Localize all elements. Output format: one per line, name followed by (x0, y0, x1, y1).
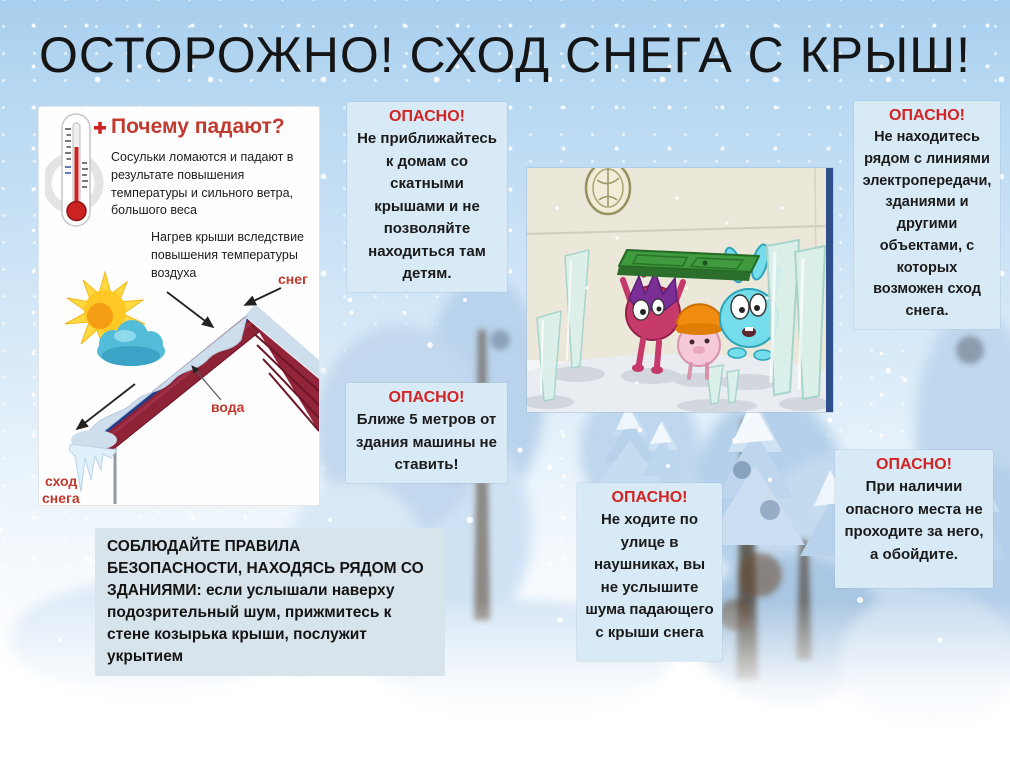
wall-emblem (586, 168, 630, 214)
rules-rest: если услышали наверху подозрительный шум, прижмитесь к стене козырька крыши, послужит укрытием (107, 582, 395, 665)
label-water: вода (211, 399, 245, 415)
rules-lead: СОБЛЮДАЙТЕ ПРАВИЛА БЕЗОПАСНОСТИ, НАХОДЯСЬ РЯДОМ СО ЗДАНИЯМИ: (107, 538, 424, 599)
thermometer-icon (45, 111, 115, 233)
danger-text: Ближе 5 метров от здания машины не ставить! (356, 411, 497, 473)
danger-heading: ОПАСНО! (889, 107, 965, 124)
danger-box-4 (854, 101, 1000, 329)
label-slide-line2: снега (42, 490, 80, 505)
why-paragraph-1: Сосульки ломаются и падают в результате повышения температуры и сильного ветра, большого веса (111, 150, 294, 218)
danger-box-5 (835, 450, 993, 588)
danger-box-2 (346, 383, 507, 483)
danger-text: Не приближайтесь к домам со скатными крышами и не позволяйте находиться там детям. (357, 130, 497, 282)
danger-text: Не находитесь рядом с линиями электропередачи, зданиями и другими объектами, с которых возможен сход снега. (862, 129, 992, 319)
cartoon-scene (527, 168, 833, 412)
danger-heading: ОПАСНО! (388, 389, 465, 406)
image-right-border (826, 168, 833, 412)
label-snow: снег (278, 271, 308, 287)
danger-text: Не ходите по улице в наушниках, вы не услышите шума падающего с крыши снега (585, 511, 714, 641)
rules-box (95, 528, 445, 676)
label-slide-line1: сход (45, 473, 78, 489)
danger-box-1 (347, 102, 507, 292)
poster-title: ОСТОРОЖНО! СХОД СНЕГА С КРЫШ! (38, 27, 972, 83)
roof-diagram (39, 252, 319, 505)
why-heading: Почему падают? (111, 115, 285, 138)
why-paragraph-2: Нагрев крыши вследствие повышения температуры воздуха (151, 230, 305, 280)
danger-box-3 (577, 483, 722, 661)
danger-heading: ОПАСНО! (389, 108, 465, 125)
why-panel (38, 106, 320, 506)
danger-text: При наличии опасного места не проходите за него, а обойдите. (844, 478, 984, 563)
danger-heading: ОПАСНО! (876, 456, 952, 473)
danger-heading: ОПАСНО! (611, 489, 688, 506)
